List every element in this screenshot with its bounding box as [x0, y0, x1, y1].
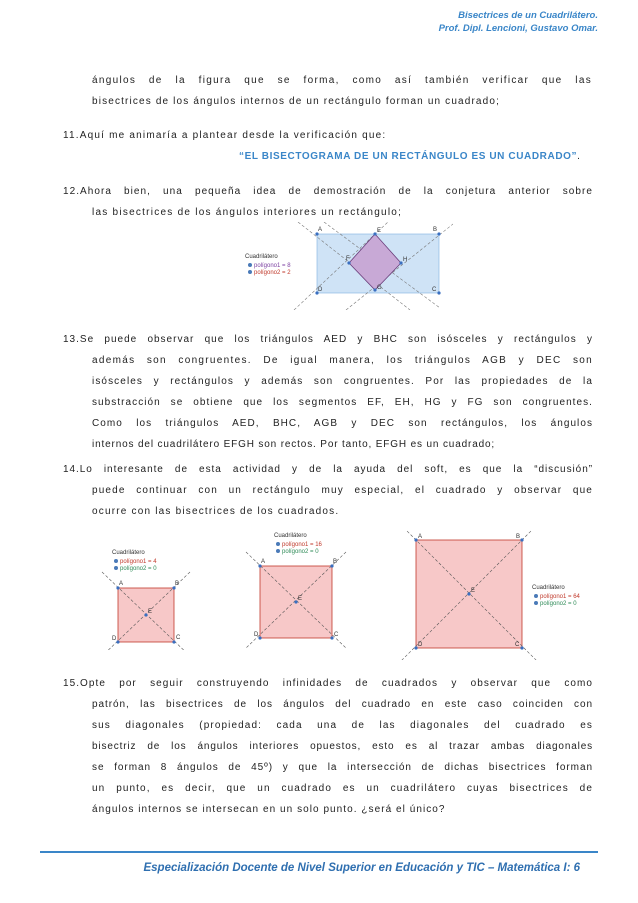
text-line: substracción se obtiene que los segmentos EF, EH, HG y FG son congruentes.	[92, 397, 593, 408]
legend-title: Cuadrilátero	[532, 585, 565, 591]
text-line: las bisectrices de los ángulos interiores un rectángulo;	[92, 207, 403, 218]
item-12	[63, 181, 593, 223]
text-line: isósceles y rectángulos y además son congruentes. Por las propiedades de la	[92, 376, 593, 387]
text-line: un punto, es decir, que un cuadrado es un cuadrilátero cuyas bisectrices de	[92, 783, 593, 794]
vertex-label: G	[377, 285, 382, 291]
legend-box	[112, 550, 157, 572]
figure-rectangle-bisectors	[228, 222, 453, 310]
text-line: bisectriz de los ángulos interiores opuestos, esto es al trazar ambas diagonales	[92, 741, 593, 752]
text-line: además son congruentes. De igual manera, los triángulos AGB y DEC son	[92, 355, 593, 366]
header-author: Prof. Dipl. Lencioni, Gustavo Omar.	[438, 23, 598, 34]
legend-title: Cuadrilátero	[274, 533, 307, 539]
text-line: sus diagonales (propiedad: cada una de las diagonales del cuadrado es	[92, 720, 593, 731]
vertex-label: C	[432, 287, 437, 293]
vertex-label: D	[418, 642, 423, 648]
vertex-label: D	[318, 287, 323, 293]
vertex-label: D	[112, 636, 117, 642]
vertex-label: B	[175, 581, 180, 587]
figure-square-large	[400, 530, 590, 660]
vertex-label: E	[298, 596, 303, 602]
footer-divider	[40, 851, 598, 853]
text-line: 15.Opte por seguir construyendo infinidades de cuadrados y observar que como	[63, 678, 593, 689]
legend-title: Cuadrilátero	[112, 550, 145, 556]
vertex-label: A	[418, 534, 423, 540]
text-line: ángulos internos se intersecan en un solo punto. ¿será el único?	[92, 804, 446, 815]
vertex-label: E	[471, 588, 476, 594]
legend-item: polígono1 = 8	[254, 263, 291, 269]
conjecture-highlight: “EL BISECTOGRAMA DE UN RECTÁNGULO ES UN CUADRADO”	[239, 151, 578, 162]
paragraph-continuation	[92, 70, 592, 112]
vertex-label: B	[333, 559, 338, 565]
page-header	[439, 9, 598, 35]
legend-item: polígono1 = 4	[120, 559, 157, 565]
legend-item: polígono2 = 0	[120, 566, 157, 572]
text-line: 11.Aquí me animaría a plantear desde la verificación que:	[63, 130, 387, 141]
vertex-label: E	[148, 609, 153, 615]
vertex-label: A	[318, 227, 323, 233]
text-line: 12.Ahora bien, una pequeña idea de demostración de la conjetura anterior sobre	[63, 186, 593, 197]
item-14	[63, 459, 593, 522]
vertex-label: H	[403, 257, 408, 263]
text-line: 14.Lo interesante de esta actividad y de la ayuda del soft, es que la “discusión”	[63, 464, 593, 475]
vertex-label: D	[254, 632, 259, 638]
text-line: patrón, las bisectrices de los ángulos del cuadrado en este caso coinciden con	[92, 699, 593, 710]
legend-box	[245, 254, 291, 276]
text-line: Como los triángulos AED, BHC, AGB y DEC son rectángulos, los ángulos	[92, 418, 593, 429]
item-13	[63, 329, 593, 455]
legend-item: polígono2 = 2	[254, 270, 291, 276]
legend-box	[532, 585, 581, 607]
text-line: se forman 8 ángulos de 45º) y que la intersección de dichas bisectrices forman	[92, 762, 593, 773]
figure-square-medium	[240, 526, 350, 648]
vertex-label: C	[176, 635, 181, 641]
vertex-label: C	[515, 642, 520, 648]
header-title: Bisectrices de un Cuadrilátero.	[458, 10, 598, 21]
vertex-label: B	[516, 534, 521, 540]
text-line: bisectrices de los ángulos internos de un rectángulo forman un cuadrado;	[92, 96, 500, 107]
vertex-label: A	[119, 581, 124, 587]
item-11	[63, 125, 593, 167]
text-line: puede continuar con un rectángulo muy especial, el cuadrado y observar que	[92, 485, 593, 496]
vertex-label: A	[261, 559, 266, 565]
vertex-label: F	[346, 256, 350, 262]
legend-item: polígono2 = 0	[282, 549, 319, 555]
text-line: ángulos de la figura que se forma, como así también verificar que las	[92, 75, 592, 86]
vertex-label: E	[377, 228, 382, 234]
text-line: ocurre con las bisectrices de los cuadrados.	[92, 506, 340, 517]
legend-item: polígono2 = 0	[540, 601, 577, 607]
legend-item: polígono1 = 16	[282, 542, 322, 548]
vertex-label: C	[334, 632, 339, 638]
period: .	[577, 151, 581, 162]
legend-item: polígono1 = 64	[540, 594, 580, 600]
legend-title: Cuadrilátero	[245, 254, 278, 260]
item-15	[63, 673, 593, 820]
text-line: 13.Se puede observar que los triángulos AED y BHC son isósceles y rectángulos y	[63, 334, 593, 345]
page-footer: Especialización Docente de Nivel Superior en Educación y TIC – Matemática I: 6	[143, 862, 580, 874]
figure-square-small	[92, 540, 194, 650]
vertex-label: B	[433, 227, 438, 233]
legend-box	[274, 533, 323, 555]
text-line: internos del cuadrilátero EFGH son rectos. Por tanto, EFGH es un cuadrado;	[92, 439, 496, 450]
highlight-line	[63, 146, 593, 167]
